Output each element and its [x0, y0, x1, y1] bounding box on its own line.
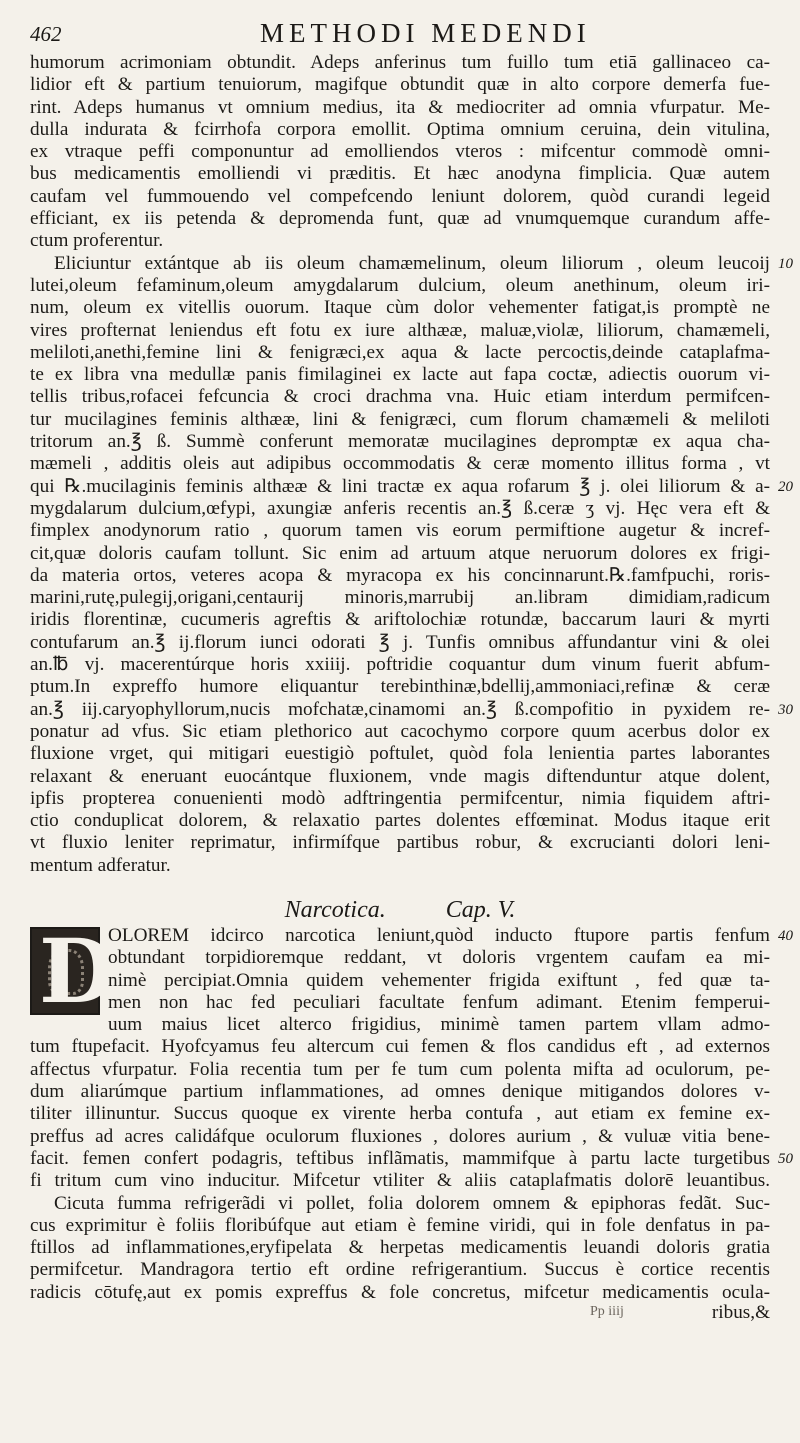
margin-line-number: 50 — [778, 1150, 793, 1167]
text-line — [30, 743, 770, 765]
line-text: ponatur ad vfus. Sic etiam plethorico aut cacochymo corpore quum acerbus dolor ex — [30, 720, 770, 742]
text-line — [30, 230, 770, 252]
text-line — [30, 1193, 770, 1215]
margin-line-number: 40 — [778, 927, 793, 944]
text-line — [30, 1036, 770, 1058]
margin-line-number: 20 — [778, 478, 793, 495]
line-text: radicis cōtufę,aut ex pomis expreffus & fole concretus, mifcetur medicamentis ocula- — [30, 1281, 770, 1303]
line-text: humorum acrimoniam obtundit. Adeps anferinus tum fuillo tum etiā gallinaceo ca- — [30, 52, 770, 73]
line-text: OLOREM idcirco narcotica leniunt,quòd inducto ftupore partis fenfum — [108, 924, 770, 946]
text-line — [30, 947, 770, 969]
line-text: dum aliarúmque partium inflammationes, ad omnes denique mitigandos dolores v- — [30, 1081, 770, 1103]
text-line — [30, 810, 770, 832]
text-line — [30, 141, 770, 163]
text-line — [30, 970, 770, 992]
line-text: caufam vel fummouendo vel compefcendo leniunt dolorem, quòd curandi legeid — [30, 185, 770, 207]
text-line — [30, 565, 770, 587]
text-line — [30, 1215, 770, 1237]
line-text: vires profternat leniendus eft fotu ex iure althææ, maluæ,violæ, liliorum, chamæmeli, — [30, 319, 770, 341]
text-line — [30, 855, 770, 877]
text-line — [30, 1170, 770, 1192]
text-line — [30, 609, 770, 631]
line-text: mentum adferatur. — [30, 854, 171, 876]
text-line — [30, 992, 770, 1014]
initial-letter: D — [39, 918, 116, 1023]
line-text: marini,rutę,pulegij,origani,centaurij minoris,marrubij an.libram dimidiam,radicum — [30, 587, 770, 609]
line-text: te ex libra vna medullæ panis fimilaginei ex lacte aut fapa coctæ, adiectis ouorum vi- — [30, 364, 770, 386]
margin-line-number: 10 — [778, 255, 793, 272]
text-line — [30, 163, 770, 185]
line-text: efficiant, ex iis petenda & depromenda funt, quæ ad vnumquemque curandum affe- — [30, 208, 770, 230]
line-text: mygdalarum dulcium,œfypi, axungiæ anferis recentis an.℥ ß.ceræ ʒ vj. Hęc vera eft & — [30, 497, 770, 519]
text-line — [30, 74, 770, 96]
line-text: Eliciuntur extántque ab iis oleum chamæmelinum, oleum liliorum , oleum leucoij — [54, 252, 770, 274]
line-text: affectus vfurpatur. Folia recentia tum per fe tum cum polenta mifta ad oculorum, pe- — [30, 1058, 770, 1080]
signature-mark: Pp iiij — [590, 1304, 624, 1320]
text-line — [30, 698, 793, 721]
text-line — [30, 543, 770, 565]
line-text: lutei,oleum fefaminum,oleum amygdalarum dulcium, oleum anethinum, oleum iri- — [30, 274, 770, 296]
text-line — [30, 1259, 770, 1281]
text-line — [30, 1103, 770, 1125]
text-line — [30, 386, 770, 408]
line-text: cus exprimitur è foliis floribúfque aut etiam è femine viridi, qui in fole denfatus in pa- — [30, 1214, 770, 1236]
text-line — [30, 676, 770, 698]
chapter-number: Cap. V. — [445, 896, 516, 923]
text-line — [30, 208, 770, 230]
line-text: tiliter illinuntur. Succus quoque ex virente herba contufa , aut etiam ex femine ex- — [30, 1103, 770, 1125]
text-line — [30, 52, 770, 74]
line-text: fluxione vrget, qui mitigari euestigiò poftulet, quòd fola lenientia partes laborantes — [30, 743, 770, 765]
line-text: tur mucilagines feminis althææ, lini & fenigræci, cum florum chamæmeli & meliloti — [30, 408, 770, 430]
text-line — [30, 832, 770, 854]
text-line — [30, 924, 793, 947]
line-text: ctum proferentur. — [30, 230, 164, 252]
line-text: an.℔ vj. macerentúrque horis xxiiij. poftridie coquantur dum vinum fuerit abfum- — [30, 654, 770, 676]
line-text: bus medicamentis emolliendi vi præditis. Et hæc anodyna fimplicia. Quæ autem — [30, 163, 770, 185]
line-text: iridis florentinæ, cucumeris agreftis & ariftolochiæ rotundæ, baccarum lauri & myrti — [30, 609, 770, 631]
line-text: preffus ad acres calidáfque oculorum fluxiones , dolores aurium , & vuluæ vitia bene- — [30, 1125, 770, 1147]
text-line — [30, 587, 770, 609]
line-text: dulla indurata & fcirrhofa corpora emollit. Optima omnium ceruina, dein vitulina, — [30, 118, 770, 140]
text-line — [30, 1081, 770, 1103]
text-line — [30, 431, 770, 453]
text-line — [30, 97, 770, 119]
body-text — [30, 52, 793, 1326]
line-text: permifcetur. Mandragora tertio eft ordine refrigerantium. Succus è cortice recentis — [30, 1259, 770, 1281]
line-text: num, oleum ex vitellis ouorum. Itaque cùm dolor vehementer fatigat,is promptè ne — [30, 297, 770, 319]
line-text: meliloti,anethi,femine lini & fenigræci,ex aqua & lacte percoctis,deinde cataplafma- — [30, 341, 770, 363]
text-line — [30, 1282, 770, 1304]
line-text: facit. femen confert podagris, teftibus inflãmatis, mammifque à partu lacte turgetibus — [30, 1147, 770, 1169]
line-text: rint. Adeps humanus vt omnium medius, ita & mediocriter ad omnia vfurpatur. Me- — [30, 96, 770, 118]
text-line — [30, 788, 770, 810]
line-text: Cicuta fumma refrigerãdi vi pollet, folia dolorem omnem & epiphoras fedãt. Suc- — [54, 1192, 770, 1214]
line-text: tellis tribus,rofacei fefcuncia & croci drachma vna. Huic etiam interdum permifcen- — [30, 386, 770, 408]
text-line — [30, 453, 770, 475]
line-text: obtundant torpidioremque reddant, vt doloris vrgentem caufam ea mi- — [108, 947, 770, 969]
line-text: cit,quæ doloris caufam tollunt. Sic enim ad artuum atque neruorum dolores ex frigi- — [30, 542, 770, 564]
text-line — [30, 297, 770, 319]
paragraph-block-narcotica — [30, 918, 793, 1304]
line-text: tritorum an.℥ ß. Summè conferunt memoratæ mucilagines depromptæ ex aqua cha- — [30, 431, 770, 453]
line-text: vt fluxio leniter reprimatur, infirmífque partibus robur, & excrucianti dolori leni- — [30, 832, 770, 854]
text-line — [30, 186, 770, 208]
text-line — [30, 721, 770, 743]
text-line — [30, 275, 770, 297]
chapter-title: Narcotica. — [284, 896, 386, 923]
text-line — [30, 252, 793, 275]
text-line — [30, 654, 770, 676]
text-line — [30, 1237, 770, 1259]
chapter-body — [30, 918, 793, 1304]
catchword: ribus,& — [711, 1302, 770, 1324]
text-line — [30, 409, 770, 431]
text-line — [30, 1059, 770, 1081]
footer-line — [30, 1304, 770, 1326]
line-text: contufarum an.℥ ij.florum iunci odorati ℥ j. Tunfis omnibus affundantur vini & olei — [30, 631, 770, 653]
line-text: relaxant & eneruant euocántque fluxionem, vnde magis diftenduntur atque dolent, — [30, 765, 770, 787]
line-text: mæmeli , additis oleis aut adipibus occommodatis & ceræ momento illitus forma , vt — [30, 453, 770, 475]
line-text: ftillos ad inflammationes,eryfipelata & herpetas medicamentis leuandi doloris gratia — [30, 1237, 770, 1259]
line-text: lidior eft & partium tenuiorum, magifque obtundit quæ in alto corpore demerfa fue- — [30, 74, 770, 96]
text-line — [30, 1147, 793, 1170]
text-line — [30, 475, 793, 498]
text-line — [30, 632, 770, 654]
paragraph-block-anodyna — [30, 52, 793, 877]
running-head — [30, 18, 770, 52]
text-line — [30, 766, 770, 788]
line-text: ex vtraque peffi componuntur ad emolliendos vteros : mifcentur commodè omni- — [30, 141, 770, 163]
text-line — [30, 342, 770, 364]
line-text: nimè percipiat.Omnia quidem vehementer frigida exiftunt , fed quæ ta- — [108, 969, 770, 991]
text-line — [30, 364, 770, 386]
text-line — [30, 498, 770, 520]
line-text: ctio conduplicat dolorem, & relaxatio partes dolentes effœminat. Modus itaque erit — [30, 810, 770, 832]
line-text: da materia ortos, veteres acopa & myracopa ex his concinnarunt.℞.famfpuchi, roris- — [30, 564, 770, 586]
text-line — [30, 1014, 770, 1036]
text-line — [30, 119, 770, 141]
line-text: fimplex anodynorum ratio , quorum tamen vis eorum permiftione augetur & incref- — [30, 520, 770, 542]
chapter-heading — [30, 877, 770, 925]
line-text: qui ℞.mucilaginis feminis althææ & lini tractæ ex aqua rofarum ℥ j. olei liliorum & a- — [30, 475, 770, 497]
line-text: uum maius licet alterco frigidius, minimè tamen partem vllam admo- — [108, 1014, 770, 1036]
line-text: tum ftupefacit. Hyofcyamus feu altercum cui femen & flos candidus eft , ad externos — [30, 1036, 770, 1058]
margin-line-number: 30 — [778, 701, 793, 718]
line-text: an.℥ iij.caryophyllorum,nucis mofchatæ,cinamomi an.℥ ß.compofitio in pyxidem re- — [30, 698, 770, 720]
running-title: METHODI MEDENDI — [260, 18, 591, 48]
line-text: ipfis propterea conuenienti modò adftringentia permifcentur, nimia fiquidem aftri- — [30, 787, 770, 809]
line-text: ptum.In expreffo humore eliquantur terebinthinæ,bdellij,ammoniaci,refinæ & ceræ — [30, 676, 770, 698]
text-line — [30, 520, 770, 542]
page-number: 462 — [30, 22, 62, 46]
text-line — [30, 1126, 770, 1148]
line-text: men non hac fed peculiari facultate fenfum adimant. Etenim femperui- — [108, 991, 770, 1013]
line-text: fi tritum cum vino inducitur. Mifcetur vtiliter & aliis cataplafmatis dolorē leuantibus. — [30, 1170, 770, 1192]
text-line — [30, 320, 770, 342]
